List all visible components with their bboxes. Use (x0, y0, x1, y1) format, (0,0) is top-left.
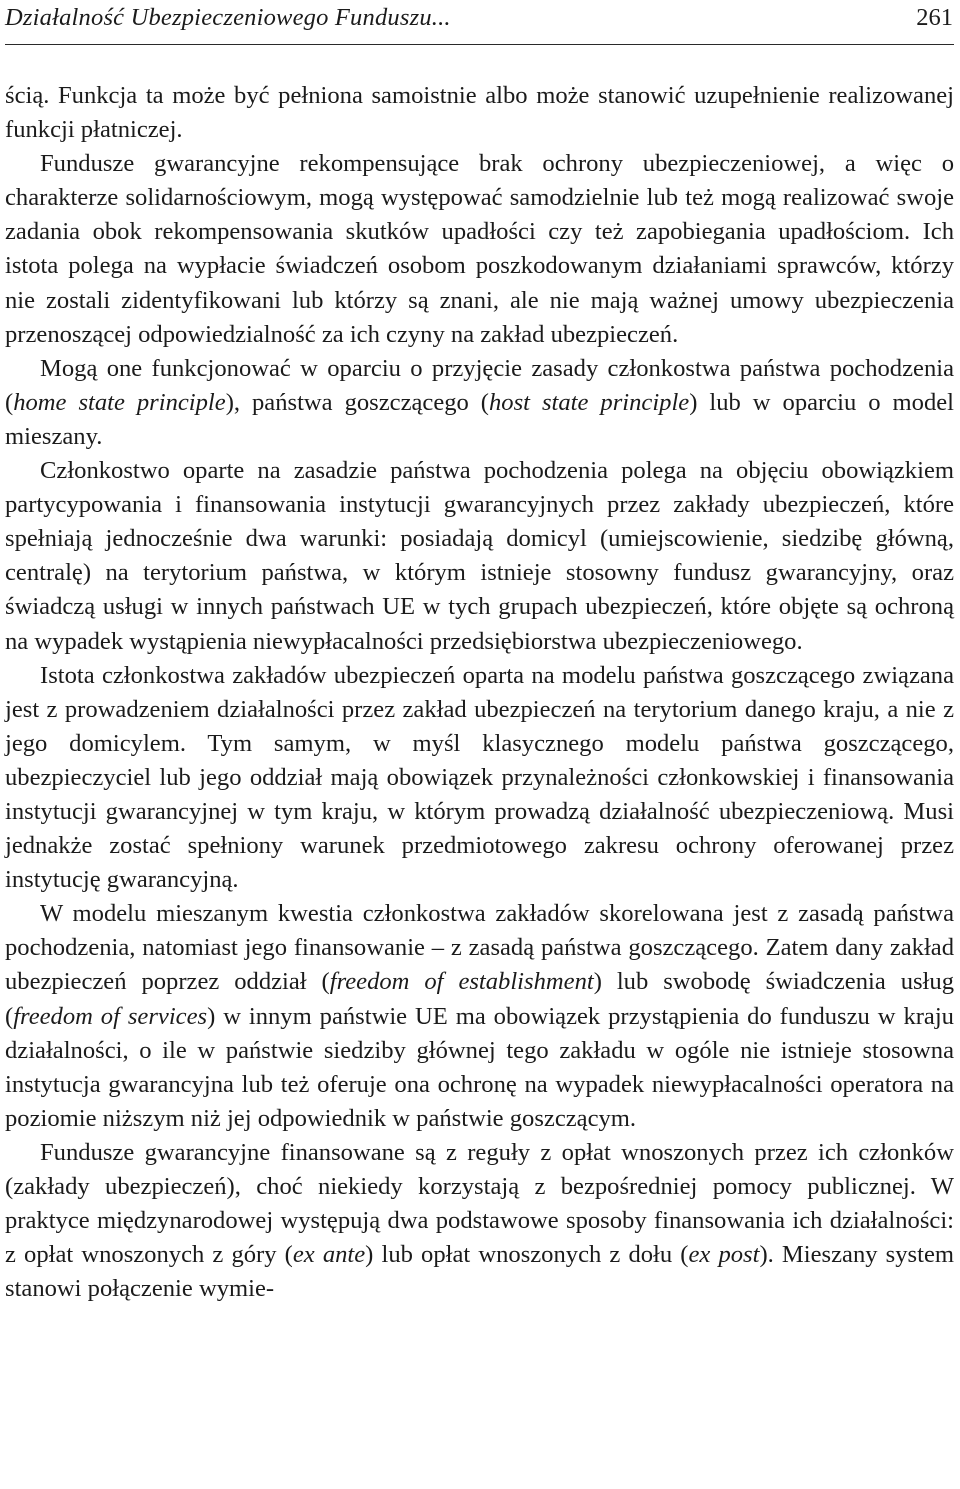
paragraph (5, 147, 954, 352)
text-run: ) lub swobodę świadczenia usług ( (5, 968, 954, 1030)
italic-term: freedom of services (13, 1002, 208, 1030)
text-run: ścią. Funkcja ta może być pełniona samoistnie albo może stanowić uzupełnienie realizowanej funkcji płatniczej. (5, 82, 954, 144)
text-run: Mogą one funkcjonować w oparciu o przyjęcie zasady członkostwa państwa pochodzenia ( (5, 354, 954, 416)
body-text (5, 79, 954, 1306)
text-run: ) lub w oparciu o model mieszany. (5, 388, 954, 450)
paragraph (5, 454, 954, 659)
italic-term: ex post (688, 1241, 760, 1269)
text-run: Członkostwo oparte na zasadzie państwa pochodzenia polega na objęciu obowiązkiem partycypowania i finansowania instytucji gwarancyjnych przez zakłady ubezpieczeń, które spełniają jednocześnie dwa warunki: posiadają domicyl (umiejscowienie, siedzibę główną, centralę) na terytorium państwa, w którym istnieje stosowny fundusz gwarancyjny, oraz świadczą usługi w innych państwach UE w tych grupach ubezpieczeń, które objęte są ochroną na wypadek wystąpienia niewypłacalności przedsiębiorstwa ubezpieczeniowego. (5, 457, 954, 655)
paragraph (5, 352, 954, 454)
page-number: 261 (916, 4, 953, 31)
text-run: Istota członkostwa zakładów ubezpieczeń oparta na modelu państwa goszczącego związana jest z prowadzeniem działalności przez zakład ubezpieczeń na terytorium danego kraju, a nie z jego domicylem. Tym samym, w myśl klasycznego modelu państwa goszczącego, ubezpieczyciel lub jego oddział mają obowiązek przynależności członkowskiej i finansowania instytucji gwarancyjnej w tym kraju, w którym prowadzą działalność ubezpieczeniową. Musi jednakże zostać spełniony warunek przedmiotowego zakresu ochrony oferowanej przez instytucję gwarancyjną. (5, 661, 954, 894)
text-run: ). Mieszany system stanowi połączenie wymie- (5, 1241, 954, 1303)
text-run: ), państwa goszczącego ( (225, 388, 489, 416)
italic-term: ex ante (292, 1241, 366, 1269)
text-run: Fundusze gwarancyjne finansowane są z reguły z opłat wnoszonych przez ich członków (zakłady ubezpieczeń), choć niekiedy korzystają z bezpośredniej pomocy publicznej. W praktyce międzynarodowej występują dwa podstawowe sposoby finansowania ich działalności: z opłat wnoszonych z góry ( (5, 1138, 954, 1269)
italic-term: home state principle (13, 388, 226, 416)
paragraph (5, 897, 954, 1136)
running-header (5, 0, 954, 45)
text-run: W modelu mieszanym kwestia członkostwa zakładów skorelowana jest z zasadą państwa pochodzenia, natomiast jego finansowanie – z zasadą państwa goszczącego. Zatem dany zakład ubezpieczeń poprzez oddział ( (5, 900, 954, 996)
paragraph (5, 79, 954, 147)
italic-term: host state principle (489, 388, 690, 416)
text-run: ) w innym państwie UE ma obowiązek przystąpienia do funduszu w kraju działalności, o ile w państwie siedziby głównej tego zakładu w ogóle nie istnieje stosowna instytucja gwarancyjna lub też oferuje ona ochronę na wypadek niewypłacalności operatora na poziomie niższym niż jej odpowiednik w państwie goszczącym. (5, 1002, 954, 1132)
italic-term: freedom of establishment (329, 968, 594, 996)
header-title: Działalność Ubezpieczeniowego Funduszu... (5, 4, 451, 31)
paragraph (5, 1136, 954, 1306)
paragraph (5, 659, 954, 898)
text-run: Fundusze gwarancyjne rekompensujące brak ochrony ubezpieczeniowej, a więc o charakterze solidarnościowym, mogą występować samodzielnie lub też mogą realizować swoje zadania obok rekompensowania skutków upadłości czy też zapobiegania upadłościom. Ich istota polega na wypłacie świadczeń osobom poszkodowanym działaniami sprawców, którzy nie zostali zidentyfikowani lub którzy są znani, ale nie mają ważnej umowy ubezpieczenia przenoszącej odpowiedzialność za ich czyny na zakład ubezpieczeń. (5, 150, 954, 348)
text-run: ) lub opłat wnoszonych z dołu ( (365, 1241, 689, 1269)
